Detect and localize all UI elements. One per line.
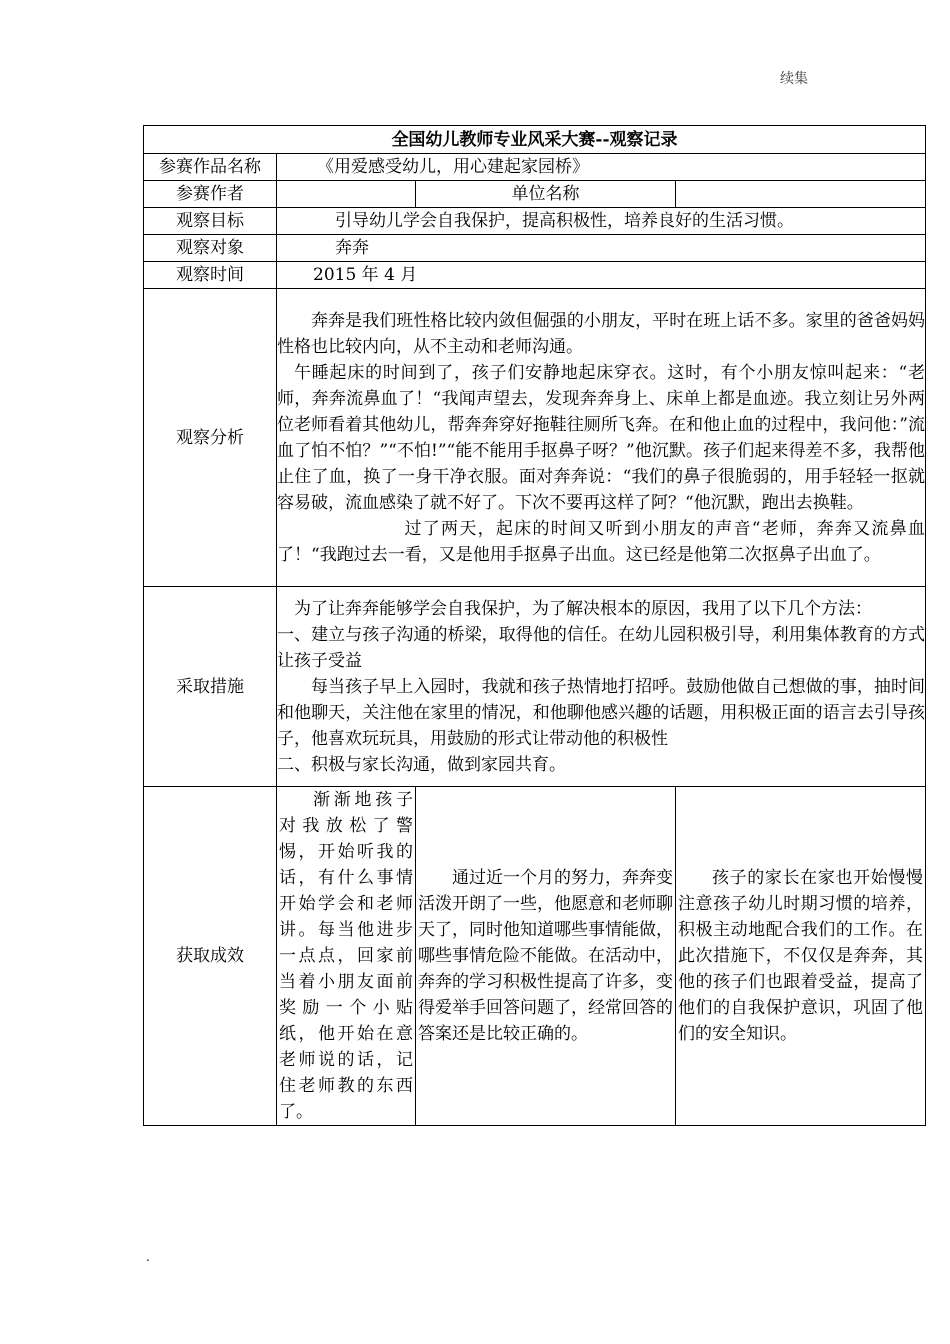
- goal-value: 引导幼儿学会自我保护，提高积极性，培养良好的生活习惯。: [277, 208, 926, 235]
- measures-paragraph: 一、建立与孩子沟通的桥梁，取得他的信任。在幼儿园积极引导，利用集体教育的方式让孩子受益: [277, 624, 925, 671]
- measures-content: [277, 587, 926, 787]
- analysis-row: [144, 289, 926, 587]
- results-row: [144, 787, 926, 1126]
- object-row: [144, 235, 926, 262]
- measures-row: [144, 587, 926, 787]
- time-row: [144, 262, 926, 289]
- unit-label: 单位名称: [416, 181, 676, 208]
- goal-label: 观察目标: [144, 208, 277, 235]
- object-label: 观察对象: [144, 235, 277, 262]
- results-text-3: 孩子的家长在家也开始慢慢注意孩子幼儿时期习惯的培养，积极主动地配合我们的工作。在此次措施下，不仅仅是奔奔，其他的孩子们也跟着受益，提高了他们的自我保护意识，巩固了他们的安全知识。: [678, 868, 923, 1044]
- analysis-label: 观察分析: [144, 289, 277, 587]
- time-label: 观察时间: [144, 262, 277, 289]
- results-col-2: [416, 787, 676, 1126]
- author-label: 参赛作者: [144, 181, 277, 208]
- analysis-content: [277, 289, 926, 587]
- measures-paragraph: 为了让奔奔能够学会自我保护，为了解决根本的原因，我用了以下几个方法：: [294, 598, 872, 619]
- time-value: 2015 年 4 月: [277, 262, 926, 289]
- author-row: [144, 181, 926, 208]
- measures-paragraph: 每当孩子早上入园时，我就和孩子热情地打招呼。鼓励他做自己想做的事，抽时间和他聊天，关注他在家里的情况，和他聊他感兴趣的话题，用积极正面的语言去引导孩子，他喜欢玩玩具，用鼓励的形式让带动他的积极性: [277, 676, 925, 749]
- work-name-row: [144, 154, 926, 181]
- results-col-1: [277, 787, 416, 1126]
- unit-value: [676, 181, 926, 208]
- goal-row: [144, 208, 926, 235]
- footer-mark: .: [146, 1250, 150, 1264]
- work-name-label: 参赛作品名称: [144, 154, 277, 181]
- analysis-paragraph: 奔奔是我们班性格比较内敛但倔强的小朋友，平时在班上话不多。家里的爸爸妈妈性格也比较内向，从不主动和老师沟通。: [277, 310, 925, 357]
- author-value: [277, 181, 416, 208]
- analysis-paragraph: 午睡起床的时间到了，孩子们安静地起床穿衣。这时，有个小朋友惊叫起来：“老师，奔奔流鼻血了！“我闻声望去，发现奔奔身上、床单上都是血迹。我立刻让另外两位老师看着其他幼儿，帮奔奔穿好拖鞋往厕所飞奔。在和他止血的过程中，我问他：”流血了怕不怕？”“不怕!”“能不能用手抠鼻子呀？”他沉默。孩子们起来得差不多，我帮他止住了血，换了一身干净衣服。面对奔奔说：“我们的鼻子很脆弱的，用手轻轻一抠就容易破，流血感染了就不好了。下次不要再这样了阿？“他沉默，跑出去换鞋。: [277, 362, 925, 513]
- analysis-paragraph: 过了两天，起床的时间又听到小朋友的声音“老师，奔奔又流鼻血了！“我跑过去一看，又是他用手抠鼻子出血。这已经是他第二次抠鼻子出血了。: [277, 518, 925, 565]
- observation-record-table: [143, 125, 926, 1126]
- measures-label: 采取措施: [144, 587, 277, 787]
- results-text-1: 渐渐地孩子对我放松了警惕，开始听我的话，有什么事情开始学会和老师讲。每当他进步一点点，回家前当着小朋友面前奖励一个小贴纸，他开始在意老师说的话，记住老师教的东西了。: [279, 790, 413, 1122]
- table-title: 全国幼儿教师专业风采大赛--观察记录: [144, 126, 926, 154]
- measures-paragraph: 二、积极与家长沟通，做到家园共育。: [277, 754, 566, 775]
- work-name-value: 《用爱感受幼儿，用心建起家园桥》: [277, 154, 926, 181]
- results-text-2: 通过近一个月的努力，奔奔变活泼开朗了一些，他愿意和老师聊天了，同时他知道哪些事情能做，哪些事情危险不能做。在活动中，奔奔的学习积极性提高了许多，变得爱举手回答问题了，经常回答的答案还是比较正确的。: [418, 868, 673, 1044]
- title-row: [144, 126, 926, 154]
- results-col-3: [676, 787, 926, 1126]
- object-value: 奔奔: [277, 235, 926, 262]
- header-note: 续集: [780, 71, 808, 87]
- results-label: 获取成效: [144, 787, 277, 1126]
